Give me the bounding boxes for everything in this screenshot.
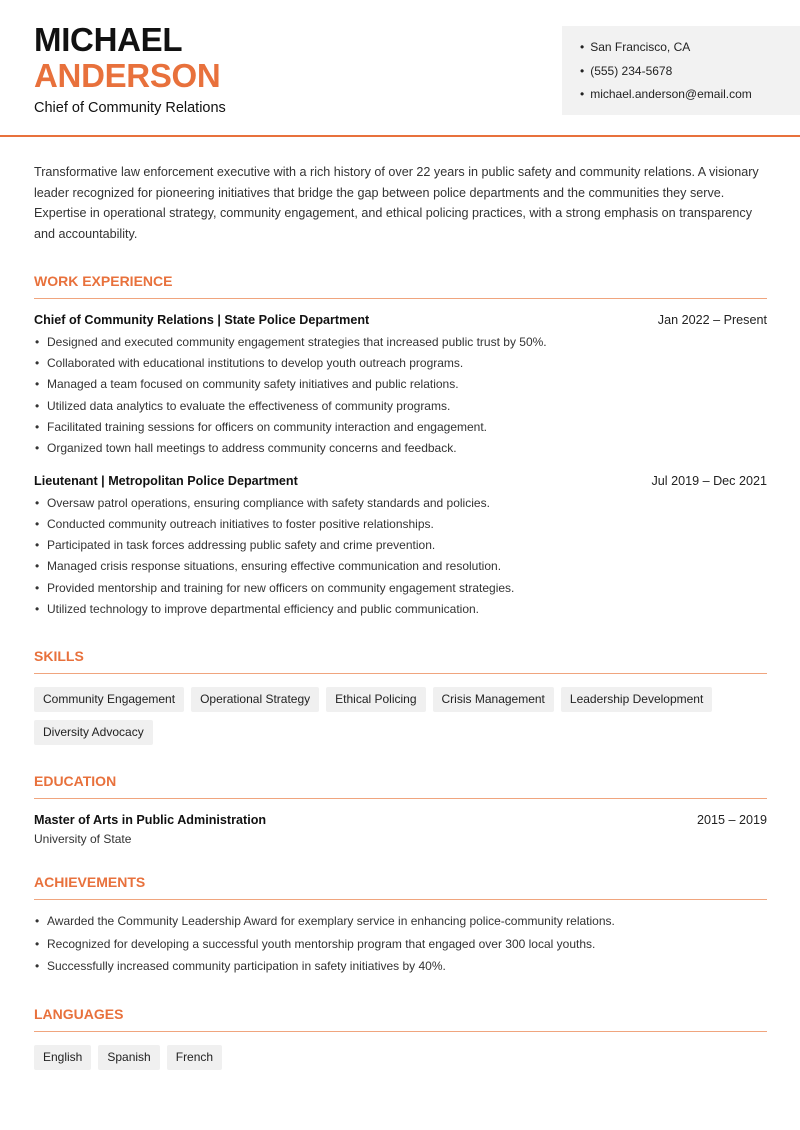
first-name: MICHAEL — [34, 21, 183, 58]
languages-section-title: LANGUAGES — [34, 1006, 767, 1032]
achievements-section-title: ACHIEVEMENTS — [34, 874, 767, 900]
job-dates: Jul 2019 – Dec 2021 — [651, 473, 767, 488]
skill-tag: Leadership Development — [561, 687, 712, 712]
contact-box — [562, 26, 800, 115]
job-role: Chief of Community Relations | State Police Department — [34, 312, 370, 327]
language-tag: Spanish — [98, 1045, 159, 1070]
list-item: • Managed a team focused on community safety initiatives and public relations. — [34, 374, 767, 395]
job-title: Chief of Community Relations — [34, 100, 226, 116]
job-dates: Jan 2022 – Present — [657, 312, 767, 327]
list-item: • Designed and executed community engagement strategies that increased public trust by 50%. — [34, 332, 767, 353]
skill-tag: Community Engagement — [34, 687, 184, 712]
skill-tag: Ethical Policing — [326, 687, 425, 712]
list-item: • Recognized for developing a successful youth mentorship program that engaged over 300 local youths. — [34, 933, 767, 956]
job-bullets — [34, 493, 767, 621]
skills-section-title: SKILLS — [34, 648, 767, 674]
list-item: • Utilized technology to improve departmental efficiency and public communication. — [34, 599, 767, 620]
list-item: • Utilized data analytics to evaluate the effectiveness of community programs. — [34, 396, 767, 417]
list-item: • Successfully increased community participation in safety initiatives by 40%. — [34, 955, 767, 978]
contact-location: • San Francisco, CA — [580, 36, 800, 60]
candidate-name — [34, 22, 220, 94]
work-section-title: WORK EXPERIENCE — [34, 273, 767, 299]
skill-tag: Operational Strategy — [191, 687, 319, 712]
languages-tags — [34, 1045, 767, 1070]
last-name: ANDERSON — [34, 57, 221, 94]
education-section-title: EDUCATION — [34, 773, 767, 799]
skill-tag: Diversity Advocacy — [34, 720, 153, 745]
job-entry — [34, 313, 767, 460]
contact-phone: • (555) 234-5678 — [580, 60, 800, 84]
list-item: • Provided mentorship and training for new officers on community engagement strategies. — [34, 578, 767, 599]
list-item: • Awarded the Community Leadership Award for exemplary service in enhancing police-community relations. — [34, 910, 767, 933]
list-item: • Collaborated with educational institutions to develop youth outreach programs. — [34, 353, 767, 374]
skill-tag: Crisis Management — [433, 687, 554, 712]
school-name: University of State — [34, 832, 132, 847]
list-item: • Managed crisis response situations, ensuring effective communication and resolution. — [34, 556, 767, 577]
skills-tags — [34, 687, 767, 745]
degree-name: Master of Arts in Public Administration — [34, 813, 267, 828]
summary-text: Transformative law enforcement executive with a rich history of over 22 years in public safety and community relations. A visionary leader recognized for pioneering initiatives that bridge the gap between police departments and the communities they serve. Expertise in operational strategy, community engagement, and ethical policing practices, with a strong emphasis on transparency and accountability. — [34, 165, 759, 242]
list-item: • Organized town hall meetings to address community concerns and feedback. — [34, 438, 767, 459]
job-entry — [34, 474, 767, 621]
job-bullets — [34, 332, 767, 460]
language-tag: English — [34, 1045, 91, 1070]
job-role: Lieutenant | Metropolitan Police Department — [34, 473, 298, 488]
list-item: • Facilitated training sessions for officers on community interaction and engagement. — [34, 417, 767, 438]
list-item: • Participated in task forces addressing public safety and crime prevention. — [34, 535, 767, 556]
list-item: • Conducted community outreach initiatives to foster positive relationships. — [34, 514, 767, 535]
resume-header — [0, 0, 800, 136]
list-item: • Oversaw patrol operations, ensuring compliance with safety standards and policies. — [34, 493, 767, 514]
header-divider — [0, 135, 800, 137]
resume-body — [34, 162, 767, 1070]
education-dates: 2015 – 2019 — [696, 813, 767, 828]
achievements-list — [34, 910, 767, 978]
language-tag: French — [167, 1045, 222, 1070]
contact-email[interactable]: • michael.anderson@email.com — [580, 83, 800, 107]
